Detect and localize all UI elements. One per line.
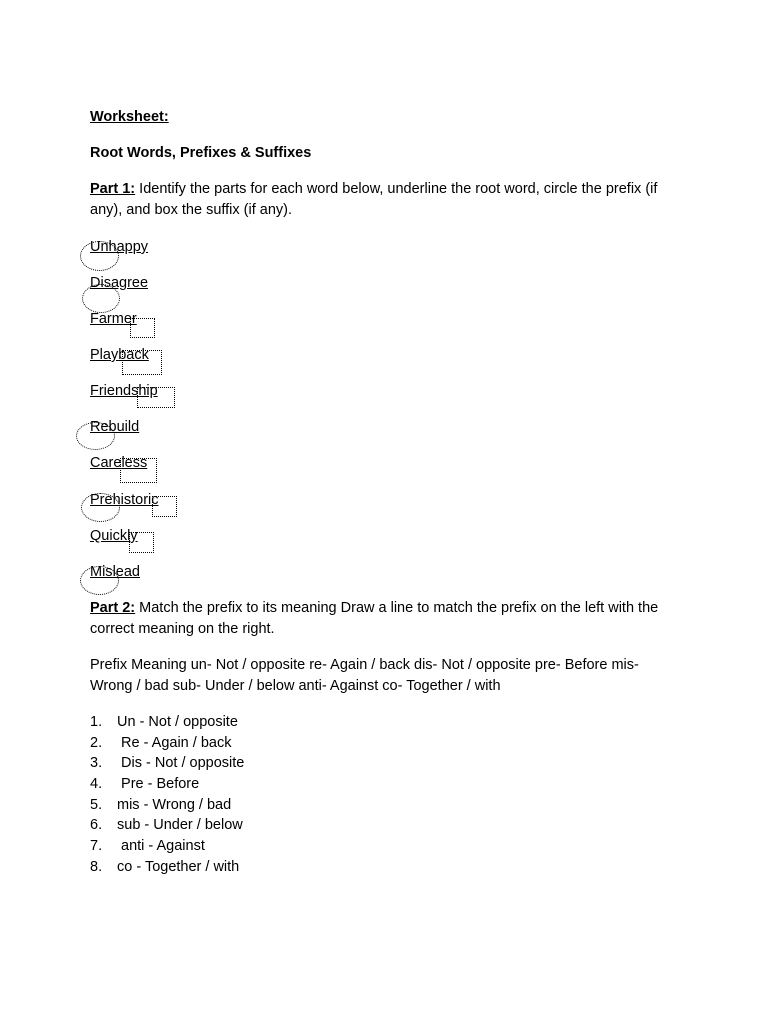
prefix-meaning-summary: Prefix Meaning un- Not / opposite re- Again / back dis- Not / opposite pre- Before mis- Wrong / bad sub- Under / below anti- Against co- Together / with xyxy=(90,657,639,694)
prefix-circle-mark xyxy=(80,241,119,271)
word-disagree: Disagree xyxy=(90,275,149,291)
word-rebuild: Rebuild xyxy=(90,419,140,435)
word-friendship: Friendship xyxy=(90,383,158,399)
list-item: 7. anti - Against xyxy=(90,838,205,855)
part1-label: Part 1: xyxy=(90,181,136,197)
prefix-meaning-list xyxy=(90,714,244,880)
part1-instructions xyxy=(90,179,675,221)
word-careless: Careless xyxy=(90,455,148,471)
prefix-circle-mark xyxy=(76,422,115,450)
worksheet-subtitle: Root Words, Prefixes & Suffixes xyxy=(90,145,312,161)
part1-text: Identify the parts for each word below, underline the root word, circle the prefix (if any), and box the suffix (if any). xyxy=(90,181,658,218)
list-item: 1. Un - Not / opposite xyxy=(90,714,238,730)
list-item: 4. Pre - Before xyxy=(90,776,200,793)
suffix-box-mark xyxy=(120,458,157,483)
word-mislead: Mislead xyxy=(90,564,140,580)
part2-text: Match the prefix to its meaning Draw a line to match the prefix on the left with the correct meaning on the right. xyxy=(90,600,659,637)
suffix-box-mark xyxy=(130,318,155,338)
prefix-circle-mark xyxy=(81,493,120,522)
part2-instructions xyxy=(90,598,675,640)
word-playback: Playback xyxy=(90,347,149,363)
prefix-circle-mark xyxy=(82,284,120,313)
list-item: 3. Dis - Not / opposite xyxy=(90,755,245,772)
list-item: 6. sub - Under / below xyxy=(90,817,243,834)
list-item: 8. co - Together / with xyxy=(90,858,240,875)
list-item: 5. mis - Wrong / bad xyxy=(90,796,232,813)
list-item: 2. Re - Again / back xyxy=(90,734,232,751)
prefix-circle-mark xyxy=(80,566,119,595)
word-quickly: Quickly xyxy=(90,528,138,544)
part2-label: Part 2: xyxy=(90,600,136,616)
suffix-box-mark xyxy=(122,350,162,375)
word-prehistoric: Prehistoric xyxy=(90,492,159,508)
worksheet-title: Worksheet: xyxy=(90,109,169,125)
suffix-box-mark xyxy=(137,387,175,408)
suffix-box-mark xyxy=(129,532,154,553)
word-unhappy: Unhappy xyxy=(90,239,149,255)
word-farmer: Farmer xyxy=(90,311,137,327)
suffix-box-mark xyxy=(152,496,177,517)
